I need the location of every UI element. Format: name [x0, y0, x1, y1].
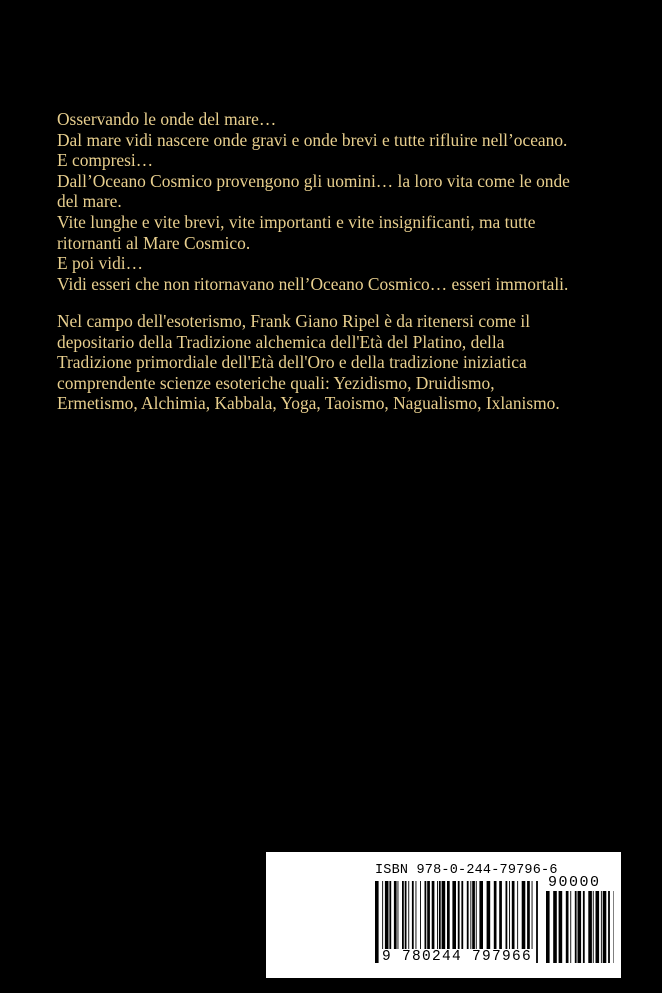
barcode-bar: [559, 891, 563, 963]
ean-digits-text: 9 780244 797966: [381, 949, 533, 965]
barcode-bar: [566, 891, 569, 963]
isbn-label: ISBN 978-0-244-79796-6: [375, 863, 558, 878]
barcode-bar: [575, 891, 577, 963]
isbn-barcode-box: [266, 852, 621, 978]
barcode-bar: [601, 891, 602, 963]
barcode-bar: [583, 891, 585, 963]
addon-barcode-bars: [546, 891, 614, 963]
bio-line: depositario della Tradizione alchemica dell'Età del Platino, della: [57, 331, 505, 352]
poem-line: Dall’Oceano Cosmico provengono gli uomini… la loro vita come le onde: [57, 170, 570, 191]
barcode-bar: [553, 891, 557, 963]
poem-line: ritornanti al Mare Cosmico.: [57, 232, 251, 253]
barcode-bar: [608, 891, 610, 963]
bio-line: Tradizione primordiale dell'Età dell'Oro e della tradizione iniziatica: [57, 352, 527, 373]
barcode-bar: [588, 891, 592, 963]
author-bio: [57, 311, 627, 414]
barcode-bar: [578, 891, 582, 963]
barcode-bar: [596, 891, 600, 963]
bio-line: comprendente scienze esoteriche quali: Yezidismo, Druidismo,: [57, 372, 495, 393]
bio-line: Ermetismo, Alchimia, Kabbala, Yoga, Taoismo, Nagualismo, Ixlanismo.: [57, 393, 560, 414]
poem-line: E compresi…: [57, 150, 154, 171]
poem-line: E poi vidi…: [57, 253, 143, 274]
poem-line: Vite lunghe e vite brevi, vite importanti e vite insignificanti, ma tutte: [57, 211, 536, 232]
poem-line: Dal mare vidi nascere onde gravi e onde brevi e tutte rifluire nell’oceano.: [57, 129, 568, 150]
barcode-addon-digits: 90000: [548, 874, 601, 891]
barcode-bar: [593, 891, 594, 963]
poem-text: [57, 109, 627, 294]
poem-line: Vidi esseri che non ritornavano nell’Oceano Cosmico… esseri immortali.: [57, 273, 569, 294]
barcode-bar: [570, 891, 571, 963]
barcode-bar: [614, 891, 615, 963]
barcode-digits: [375, 949, 539, 965]
barcode-bar: [603, 891, 607, 963]
poem-line: Osservando le onde del mare…: [57, 109, 277, 129]
bio-line: Nel campo dell'esoterismo, Frank Giano Ripel è da ritenersi come il: [57, 311, 531, 331]
poem-line: del mare.: [57, 191, 122, 212]
barcode-bar: [546, 891, 550, 963]
